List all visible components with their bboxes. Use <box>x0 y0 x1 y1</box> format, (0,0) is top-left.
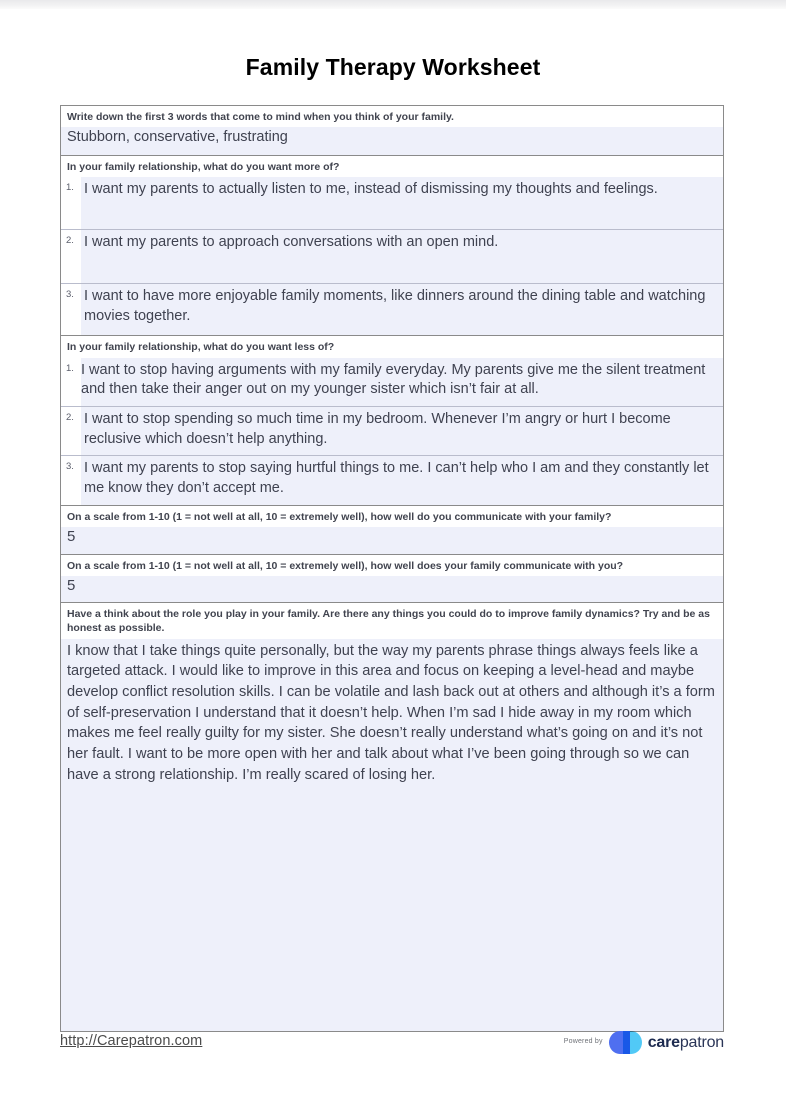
answer-want-less-1[interactable]: I want to stop having arguments with my family everyday. My parents give me the silent treatment and then take their anger out on my younger sister which isn’t fair at all. <box>81 358 723 406</box>
list-item-number: 2. <box>61 230 81 283</box>
list-item <box>61 284 723 335</box>
carepatron-logo-icon <box>609 1031 642 1054</box>
wordmark-light: patron <box>679 1033 724 1051</box>
question-label-three-words: Write down the first 3 words that come to mind when you think of your family. <box>61 106 723 127</box>
question-label-family-communicates-with-you: On a scale from 1-10 (1 = not well at all, 10 = extremely well), how well does your family communicate with you? <box>61 555 723 576</box>
answer-want-more-1[interactable]: I want my parents to actually listen to me, instead of dismissing my thoughts and feelings. <box>81 177 723 229</box>
list-item-number: 1. <box>61 358 81 406</box>
question-block-want-more <box>61 156 723 336</box>
carepatron-wordmark <box>648 1035 724 1051</box>
answer-reflection[interactable]: I know that I take things quite personally, but the way my parents phrase things always feels like a targeted attack. I would like to improve in this area and focus on keeping a level-head and maybe develop conflict resolution skills. I can be volatile and lash back out at others and although it’s a form of self-preservation I understand that it doesn’t help. When I’m sad I hide away in my room which makes me feel really guilty for my sister. She doesn’t really understand what’s going on and it’s not her fault. I want to be more open with her and talk about what I’ve been going through so we can have a strong relationship. I’m really scared of losing her. <box>61 639 723 1031</box>
answer-want-more-2[interactable]: I want my parents to approach conversations with an open mind. <box>81 230 723 283</box>
logo-right-shape <box>623 1031 642 1054</box>
list-item-number: 1. <box>61 177 81 229</box>
list-item-number: 2. <box>61 407 81 455</box>
question-label-want-more: In your family relationship, what do you want more of? <box>61 156 723 177</box>
page-footer <box>60 1031 724 1071</box>
viewport-top-edge <box>0 0 786 9</box>
answer-family-communicates-with-you[interactable]: 5 <box>61 576 723 603</box>
question-label-want-less: In your family relationship, what do you want less of? <box>61 336 723 357</box>
answer-want-less-3[interactable]: I want my parents to stop saying hurtful things to me. I can’t help who I am and they constantly let me know they don’t accept me. <box>81 456 723 504</box>
list-item <box>61 358 723 407</box>
list-item <box>61 456 723 504</box>
worksheet-form <box>60 105 724 1032</box>
question-block-three-words <box>61 106 723 156</box>
powered-by-label: Powered by <box>563 1038 603 1045</box>
question-block-communicate-with-family <box>61 506 723 555</box>
answer-communicate-with-family[interactable]: 5 <box>61 527 723 554</box>
question-block-reflection <box>61 603 723 1030</box>
answer-want-less-2[interactable]: I want to stop spending so much time in my bedroom. Whenever I’m angry or hurt I become reclusive which doesn’t help anything. <box>81 407 723 455</box>
list-item-number: 3. <box>61 284 81 335</box>
carepatron-url-link[interactable]: http://Carepatron.com <box>60 1033 203 1049</box>
question-block-family-communicates-with-you <box>61 555 723 604</box>
wordmark-bold: care <box>647 1033 680 1051</box>
worksheet-page <box>0 9 786 1114</box>
answer-want-more-3[interactable]: I want to have more enjoyable family moments, like dinners around the dining table and watching movies together. <box>81 284 723 335</box>
list-item <box>61 177 723 230</box>
brand-lockup <box>564 1031 724 1054</box>
list-item-number: 3. <box>61 456 81 504</box>
question-label-communicate-with-family: On a scale from 1-10 (1 = not well at all, 10 = extremely well), how well do you communicate with your family? <box>61 506 723 527</box>
question-label-reflection: Have a think about the role you play in your family. Are there any things you could do to improve family dynamics? Try and be as honest as possible. <box>61 603 723 638</box>
answer-three-words[interactable]: Stubborn, conservative, frustrating <box>61 127 723 155</box>
question-block-want-less <box>61 336 723 505</box>
list-item <box>61 407 723 456</box>
list-item <box>61 230 723 284</box>
page-title: Family Therapy Worksheet <box>245 54 541 80</box>
